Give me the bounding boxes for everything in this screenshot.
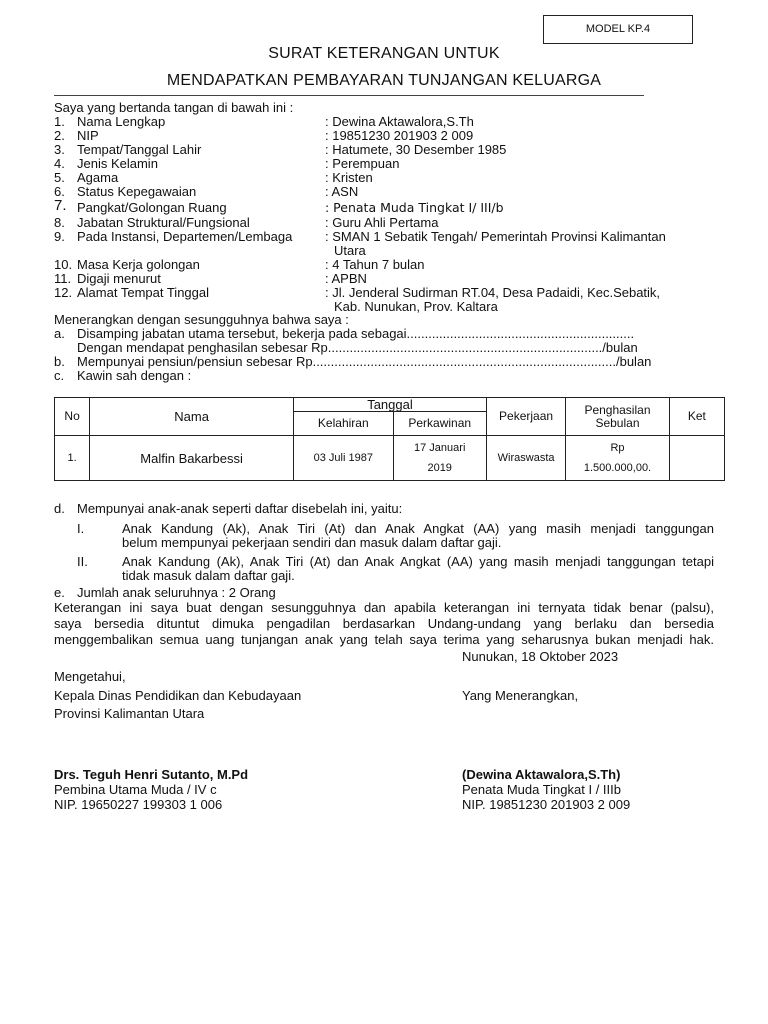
header-tanggal: Tanggal: [294, 398, 487, 412]
cell-perkawinan: [393, 436, 486, 481]
field-label: Jenis Kelamin: [77, 156, 158, 171]
field-label: Pangkat/Golongan Ruang: [77, 200, 227, 215]
cell-perkawinan-line1: 17 Januari: [414, 442, 466, 454]
field-label: Jabatan Struktural/Fungsional: [77, 215, 250, 230]
table-header-row: [55, 398, 725, 412]
field-value: : Kristen: [325, 170, 373, 185]
cell-penghasilan-line2: 1.500.000,00.: [583, 462, 652, 474]
roman-2-line2: tidak masuk dalam daftar gaji.: [122, 568, 295, 583]
closing-line-1: Keterangan ini saya buat dengan sesungguhnya dan apabila keterangan ini ternyata tidak benar (palsu),: [54, 600, 714, 615]
field-number: 4.: [54, 156, 65, 171]
field-label: Agama: [77, 170, 119, 185]
field-value: : Hatumete, 30 Desember 1985: [325, 142, 507, 157]
spouse-table: [54, 397, 725, 481]
document-title: SURAT KETERANGAN UNTUK: [268, 45, 500, 62]
field-value: : ASN: [325, 184, 359, 199]
item-c-letter: c.: [54, 368, 65, 383]
header-ket: Ket: [669, 398, 724, 436]
header-kelahiran: Kelahiran: [294, 412, 393, 436]
field-value: : Perempuan: [325, 156, 400, 171]
item-c-text: Kawin sah dengan :: [77, 368, 192, 383]
left-signer-title-2: Provinsi Kalimantan Utara: [54, 706, 205, 721]
field-value: : Jl. Jenderal Sudirman RT.04, Desa Padaidi, Kec.Sebatik,: [325, 285, 661, 300]
roman-2-line1: Anak Kandung (Ak), Anak Tiri (At) dan Anak Angkat (AA) yang masih menjadi tanggungan tetapi: [122, 554, 714, 569]
field-number: 12.: [54, 285, 73, 300]
closing-line-2: saya bersedia dituntut dimuka pengadilan berdasarkan Undang-undang yang berlaku dan bersedia: [54, 616, 714, 631]
left-signer-nip: NIP. 19650227 199303 1 006: [54, 797, 223, 812]
field-number: 9.: [54, 229, 65, 244]
field-number: 5.: [54, 170, 65, 185]
item-d-text: Mempunyai anak-anak seperti daftar disebelah ini, yaitu:: [77, 501, 403, 516]
roman-1-line2: belum mempunyai pekerjaan sendiri dan masuk dalam daftar gaji.: [122, 535, 502, 550]
cell-no: 1.: [55, 436, 90, 481]
cell-penghasilan: [566, 436, 669, 481]
closing-line-3: menggembalikan semua uang tunjangan anak yang telah saya terima yang seharusnya bukan menjadi hak.: [54, 632, 714, 647]
header-penghasilan: [566, 398, 669, 436]
cell-penghasilan-line1: Rp: [610, 442, 625, 454]
field-label: NIP: [77, 128, 99, 143]
field-value: : Penata Muda Tingkat I/ III/b: [325, 200, 504, 215]
right-signer-nip: NIP. 19851230 201903 2 009: [462, 797, 631, 812]
field-number: 1.: [54, 114, 65, 129]
field-value: : 19851230 201903 2 009: [325, 128, 474, 143]
declaration-intro: Menerangkan dengan sesungguhnya bahwa saya :: [54, 312, 349, 327]
field-number: 10.: [54, 257, 73, 272]
field-value-continued: Utara: [334, 243, 366, 258]
cell-perkawinan-line2: 2019: [427, 462, 452, 474]
field-number: 3.: [54, 142, 65, 157]
document-subtitle: MENDAPATKAN PEMBAYARAN TUNJANGAN KELUARGA: [166, 72, 602, 89]
roman-1-line1: Anak Kandung (Ak), Anak Tiri (At) dan Anak Angkat (AA) yang masih menjadi tanggungan: [122, 521, 714, 536]
header-no: No: [55, 398, 90, 436]
field-label: Masa Kerja golongan: [77, 257, 200, 272]
roman-1-marker: I.: [77, 521, 85, 536]
right-signer-name: (Dewina Aktawalora,S.Th): [462, 767, 621, 782]
field-label: Status Kepegawaian: [77, 184, 197, 199]
header-nama: Nama: [90, 398, 294, 436]
place-date: Nunukan, 18 Oktober 2023: [462, 649, 619, 664]
header-perkawinan: Perkawinan: [393, 412, 486, 436]
right-signer-rank: Penata Muda Tingkat I / IIIb: [462, 782, 621, 797]
field-value: : 4 Tahun 7 bulan: [325, 257, 425, 272]
field-number: 11.: [54, 271, 72, 286]
item-e-letter: e.: [54, 585, 65, 600]
field-label: Tempat/Tanggal Lahir: [77, 142, 202, 157]
cell-pekerjaan: Wiraswasta: [486, 436, 565, 481]
model-code-box: MODEL KP.4: [543, 15, 693, 44]
cell-nama: Malfin Bakarbessi: [90, 436, 294, 481]
item-a-letter: a.: [54, 326, 65, 341]
field-value: : SMAN 1 Sebatik Tengah/ Pemerintah Provinsi Kalimantan: [325, 229, 666, 244]
item-b-text: Mempunyai pensiun/pensiun sebesar Rp..................................................................................../bulan: [77, 354, 652, 369]
intro-text: Saya yang bertanda tangan di bawah ini :: [54, 100, 294, 115]
left-signer-title: Kepala Dinas Pendidikan dan Kebudayaan: [54, 688, 302, 703]
item-e-text: Jumlah anak seluruhnya : 2 Orang: [77, 585, 276, 600]
item-b-letter: b.: [54, 354, 65, 369]
roman-2-marker: II.: [77, 554, 88, 569]
left-signer-name: Drs. Teguh Henri Sutanto, M.Pd: [54, 767, 249, 782]
header-penghasilan-line1: Penghasilan: [584, 402, 651, 417]
cell-kelahiran: 03 Juli 1987: [294, 436, 393, 481]
field-value-continued: Kab. Nunukan, Prov. Kaltara: [334, 299, 498, 314]
field-label: Nama Lengkap: [77, 114, 166, 129]
header-pekerjaan: Pekerjaan: [486, 398, 565, 436]
cell-ket: [669, 436, 724, 481]
field-label: Digaji menurut: [77, 271, 161, 286]
field-number: 7.: [54, 197, 67, 214]
left-signer-rank: Pembina Utama Muda / IV c: [54, 782, 217, 797]
field-value: : Guru Ahli Pertama: [325, 215, 439, 230]
field-value: : APBN: [325, 271, 367, 286]
field-number: 8.: [54, 215, 65, 230]
title-underline: [54, 95, 644, 96]
field-label: Alamat Tempat Tinggal: [77, 285, 209, 300]
table-row: [55, 436, 725, 481]
field-number: 2.: [54, 128, 65, 143]
field-label: Pada Instansi, Departemen/Lembaga: [77, 229, 293, 244]
item-a-text: Disamping jabatan utama tersebut, bekerja pada sebagai...............................................................: [77, 326, 635, 341]
item-a-income: Dengan mendapat penghasilan sebesar Rp............................................................................/bulan: [77, 340, 638, 355]
field-value: : Dewina Aktawalora,S.Th: [325, 114, 474, 129]
header-penghasilan-line2: Sebulan: [595, 415, 640, 430]
acknowledged-label: Mengetahui,: [54, 669, 126, 684]
right-signer-title: Yang Menerangkan,: [462, 688, 579, 703]
field-number: 6.: [54, 184, 65, 199]
item-d-letter: d.: [54, 501, 65, 516]
